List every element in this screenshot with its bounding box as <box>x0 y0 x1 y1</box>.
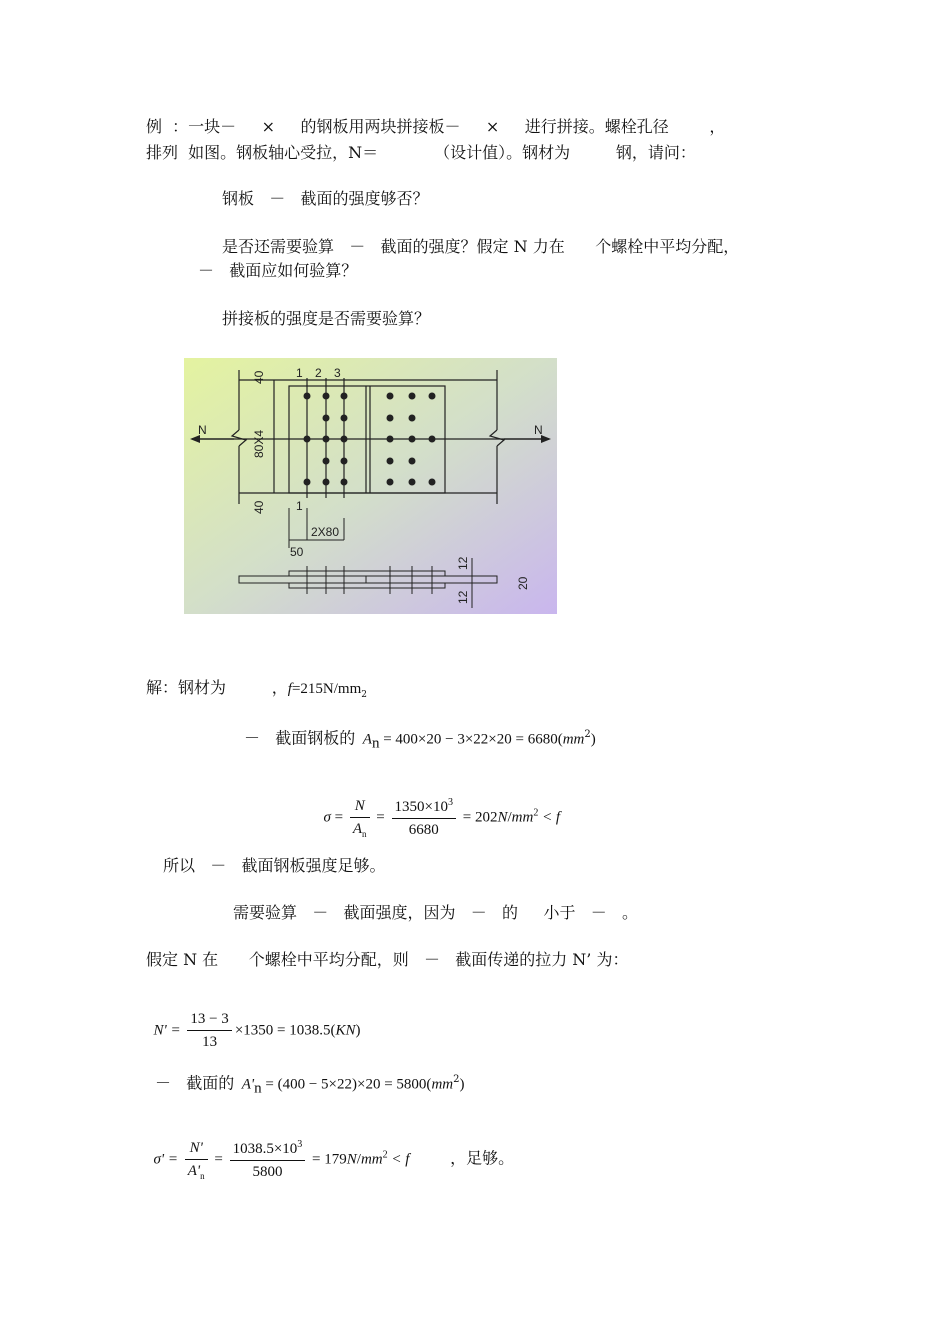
unit-sq: 2 <box>533 807 539 819</box>
exp-2: 3 <box>297 1139 303 1150</box>
dim-20: 20 <box>516 576 530 590</box>
an2-sub: n <box>254 1080 262 1097</box>
nprime-equation <box>146 994 361 1050</box>
dim-2x80: 2X80 <box>311 525 340 539</box>
mm-sq-2: 2 <box>453 1074 460 1085</box>
need-check-line: 需要验算 － 截面强度，因为 － 的 小于 － 。 <box>233 903 638 922</box>
an-sub-den-2: n <box>200 1170 205 1181</box>
numerator-2: 1038.5×10 <box>232 1141 298 1157</box>
force-label-right: N <box>534 423 543 437</box>
close-paren-2: ) <box>355 1022 361 1039</box>
section-area-line <box>244 725 596 754</box>
an-sub: n <box>371 735 380 752</box>
section-label-1: 1 <box>296 366 303 380</box>
exp-1: 3 <box>447 797 453 808</box>
splice-plate-diagram <box>184 358 557 614</box>
nprime-num: 13 − 3 <box>187 1011 231 1031</box>
f-value: =215N/mm <box>291 681 362 697</box>
nprime-label: N' = <box>153 1022 185 1039</box>
mm-unit-2: mm <box>431 1076 454 1093</box>
nprime-rest: ×1350 = 1038.5( <box>234 1022 336 1039</box>
nprime-num-symbol: N' <box>189 1139 203 1156</box>
sigma2-label: σ' = <box>153 1151 182 1168</box>
intro-line-2: 排列 如图。钢板轴心受拉，N＝ （设计值）。钢材为 钢，请问： <box>146 143 696 162</box>
assumption-line: 假定 N 在 个螺栓中平均分配，则 － 截面传递的拉力 N’ 为： <box>146 950 629 969</box>
sigma-symbol: σ <box>323 809 331 826</box>
result-1: = 202 <box>458 809 498 826</box>
section2-area-line <box>155 1070 464 1099</box>
mm-unit: mm <box>562 731 585 748</box>
numerator-1: 1350×10 <box>394 799 448 815</box>
f-unit-sub: 2 <box>361 690 367 701</box>
mm-sq: 2 <box>584 729 591 740</box>
unit-n: N <box>497 809 508 826</box>
dim-80x4: 80X4 <box>252 429 266 458</box>
solution-head-text: 解：钢材为 ， <box>146 678 288 697</box>
question-2b: － 截面应如何验算？ <box>198 261 358 280</box>
splice-plate-svg <box>184 358 557 614</box>
eq-sign-2: = <box>372 809 389 826</box>
unit-mm-2: mm <box>360 1151 383 1168</box>
an2-symbol: A' <box>241 1076 255 1093</box>
n-over-an <box>350 798 370 839</box>
stress-equation-1: σ = $\frac{N}{A_n}$ = $\frac{1350\times 10^3}{6680}$ = $202N/mm^2 < f$ <box>323 797 561 839</box>
section2-area-label: － 截面的 <box>155 1073 235 1093</box>
question-2a: 是否还需要验算 － 截面的强度？假定 N 力在 个螺栓中平均分配， <box>222 237 740 256</box>
dim-12-top: 12 <box>456 556 470 570</box>
an-sub-den: n <box>362 828 367 839</box>
section-label-3: 3 <box>334 366 341 380</box>
lt-f-1: < f <box>538 809 561 826</box>
lt-f-2: < f <box>387 1151 410 1168</box>
an-symbol: A <box>362 731 372 748</box>
stress-fraction-1 <box>392 797 456 839</box>
result-2: = 179 <box>308 1151 347 1168</box>
denominator-1: 6680 <box>408 822 439 838</box>
an-equation: = 400×20 − 3×22×20 = 6680( <box>379 731 563 748</box>
an-symbol-den: A <box>352 820 363 837</box>
question-3: 拼接板的强度是否需要验算？ <box>222 309 431 328</box>
section-label-1-bottom: 1 <box>296 499 303 513</box>
question-1: 钢板 － 截面的强度够否？ <box>222 189 429 208</box>
nprime-over-an: $\frac{N'}{A'_n}$ <box>185 1140 208 1181</box>
section-label-2: 2 <box>315 366 322 380</box>
eq-sign: = <box>330 809 347 826</box>
close-paren: ) <box>590 731 596 748</box>
unit-sq-2: 2 <box>382 1149 388 1161</box>
unit-n-2: N <box>346 1151 357 1168</box>
close-paren-3: ) <box>459 1076 465 1093</box>
dim-40-bottom: 40 <box>252 500 266 514</box>
dim-50: 50 <box>290 545 304 559</box>
eq-sign-3: = <box>210 1151 227 1168</box>
dim-40-top: 40 <box>252 370 266 384</box>
solution-head <box>146 678 367 705</box>
dim-12-bottom: 12 <box>456 590 470 604</box>
intro-line-1: 例 ：一块－ × 的钢板用两块拼接板－ × 进行拼接。螺栓孔径 ， <box>146 117 726 136</box>
stress-fraction-2 <box>230 1139 306 1181</box>
an2-equation: = (400 − 5×22)×20 = 5800( <box>261 1076 432 1093</box>
nprime-den: 13 <box>202 1034 218 1050</box>
force-label-left: N <box>198 423 207 437</box>
section-area-label: － 截面钢板的 <box>244 728 356 748</box>
f-symbol: f <box>287 681 292 697</box>
denominator-2: 5800 <box>252 1164 283 1180</box>
n-symbol: N <box>354 797 365 814</box>
nprime-fraction <box>187 1011 231 1051</box>
enough-text: ，足够。 <box>450 1148 515 1168</box>
stress-equation-2: σ' = $\frac{N'}{A'_n}$ = $\frac{1038.5\times 10^3}{5800}$ = $179N/mm^2 < f$ ，足够。 <box>153 1139 515 1181</box>
unit-mm: mm <box>511 809 534 826</box>
kn-unit: KN <box>335 1022 356 1039</box>
conclusion-1: 所以 － 截面钢板强度足够。 <box>163 856 386 875</box>
